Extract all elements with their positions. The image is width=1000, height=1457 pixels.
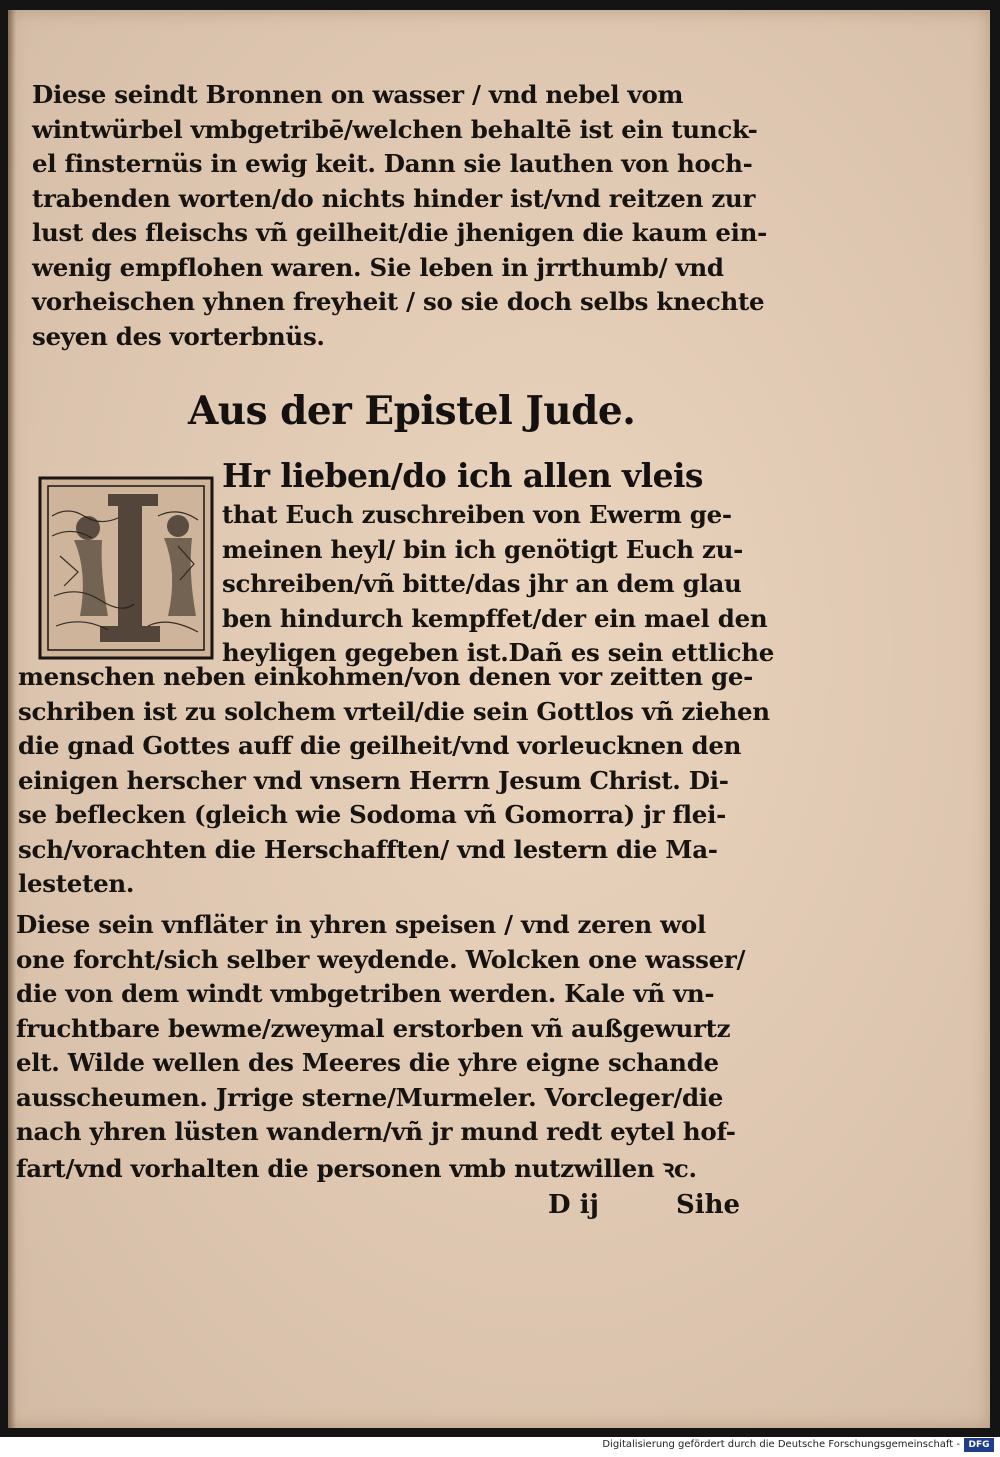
text-line: die gnad Gottes auff die geilheit/vnd vorleucknen den — [18, 731, 742, 760]
book-page — [8, 10, 990, 1428]
section-heading: Aus der Epistel Jude. — [188, 388, 636, 434]
text-line: schreiben/vñ bitte/das jhr an dem glau — [222, 569, 742, 598]
digitization-credit: Digitalisierung gefördert durch die Deutsche Forschungsgemeinschaft - — [602, 1439, 960, 1450]
text-line: meinen heyl/ bin ich genötigt Euch zu- — [222, 534, 744, 564]
text-line: heyligen gegeben ist.Dañ es sein ettliche — [222, 638, 775, 667]
text-line: menschen neben einkohmen/von denen vor zeitten ge- — [18, 662, 754, 691]
text-line: fruchtbare bewme/zweymal erstorben vñ außgewurtz — [16, 1013, 731, 1043]
text-line: fart/vnd vorhalten die personen vmb nutzwillen ꝛc. — [16, 1153, 697, 1183]
text-line: schriben ist zu solchem vrteil/die sein Gottlos vñ ziehen — [18, 696, 770, 726]
text-line: ben hindurch kempffet/der ein mael den — [222, 603, 768, 633]
text-line: einigen herscher vnd vnsern Herrn Jesum Christ. Di- — [18, 765, 729, 795]
text-line: trabenden worten/do nichts hinder ist/vnd reitzen zur — [32, 183, 756, 213]
text-line: Diese sein vnfläter in yhren speisen / vnd zeren wol — [16, 910, 706, 939]
woodcut-initial-letter-icon — [38, 476, 214, 660]
text-line: wenig empflohen waren. Sie leben in jrrthumb/ vnd — [32, 252, 724, 282]
text-line: Diese seindt Bronnen on wasser / vnd nebel vom — [32, 80, 684, 109]
text-line: ausscheumen. Jrrige sterne/Murmeler. Vorcleger/die — [16, 1082, 724, 1112]
text-line: seyen des vorterbnüs. — [32, 321, 325, 351]
text-line: that Euch zuschreiben von Ewerm ge- — [222, 500, 732, 529]
paragraph-2-first-line: Hr lieben/do ich allen vleis — [222, 456, 703, 495]
text-line: vorheischen yhnen freyheit / so sie doch selbs knechte — [32, 287, 765, 316]
signature-mark: D ij — [548, 1190, 599, 1220]
dfg-logo: DFG — [964, 1438, 994, 1452]
page-gutter-shadow — [8, 10, 16, 1428]
catchword: Sihe — [676, 1190, 741, 1220]
text-line: one forcht/sich selber weydende. Wolcken one wasser/ — [16, 944, 746, 974]
text-line: el finsternüs in ewig keit. Dann sie lauthen von hoch- — [32, 149, 753, 178]
text-line: lesteten. — [18, 869, 135, 898]
text-line: wintwürbel vmbgetribē/welchen behaltē ist ein tunck- — [32, 114, 758, 144]
text-line: elt. Wilde wellen des Meeres die yhre eigne schande — [16, 1048, 719, 1077]
text-line: se beflecken (gleich wie Sodoma vñ Gomorra) jr flei- — [18, 800, 726, 829]
text-line: die von dem windt vmbgetriben werden. Kale vñ vn- — [16, 979, 715, 1008]
text-line: nach yhren lüsten wandern/vñ jr mund redt eytel hof- — [16, 1117, 736, 1146]
text-line: sch/vorachten die Herschafften/ vnd lestern die Ma- — [18, 834, 718, 864]
text-line: lust des fleischs vñ geilheit/die jhenigen die kaum ein- — [32, 218, 768, 247]
